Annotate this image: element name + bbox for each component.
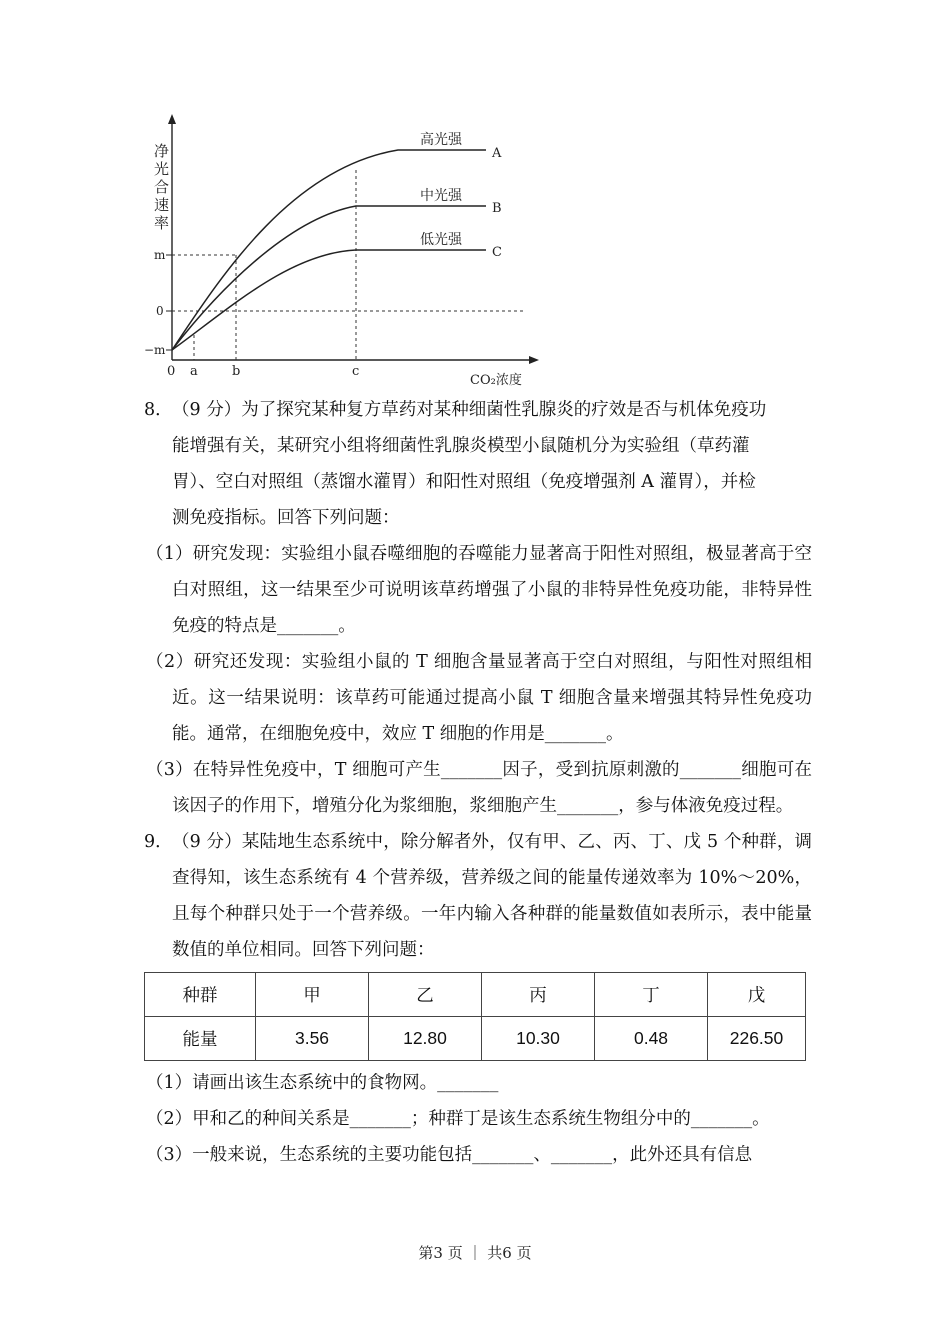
y-axis-label-4: 速 [154, 196, 170, 214]
question-8 [140, 392, 812, 824]
table-header-cell: 丙 [482, 973, 595, 1017]
table-header-cell: 戊 [708, 973, 806, 1017]
question-8-line-4: 测免疫指标。回答下列问题： [172, 508, 400, 528]
origin-label: 0 [167, 364, 176, 379]
table-cell: 0.48 [595, 1017, 708, 1061]
curve-label-medium: 中光强 [420, 188, 462, 204]
curve-label-high: 高光强 [420, 132, 462, 148]
table-header-cell: 甲 [256, 973, 369, 1017]
y-axis-label-1: 净 [154, 142, 170, 160]
question-9-sub-2: （2）甲和乙的种间关系是_______；种群丁是该生态系统生物组分中的_______。 [146, 1109, 770, 1129]
y-tick-zero: 0 [156, 304, 164, 318]
energy-table [144, 972, 806, 1061]
curve-letter-c: C [492, 245, 502, 260]
y-axis-label-3: 合 [154, 178, 170, 196]
question-9-stem: （9 分）某陆地生态系统中，除分解者外，仅有甲、乙、丙、丁、戊 5 个种群，调查得知，该生态系统有 4 个营养级，营养级之间的能量传递效率为 10%～20%，且每个种群只处于一个营养级。一年内输入各种群的能量数值如表所示，表中能量数值的单位相同。回答下列问题： [172, 832, 812, 960]
x-tick-c: c [352, 364, 360, 379]
y-axis-label-5: 率 [154, 214, 170, 232]
question-8-sub-2: （2）研究还发现：实验组小鼠的 T 细胞含量显著高于空白对照组，与阳性对照组相近。这一结果说明：该草药可能通过提高小鼠 T 细胞含量来增强其特异性免疫功能。通常，在细胞免疫中，效应 T 细胞的作用是_______。 [146, 652, 812, 744]
table-row [145, 1017, 806, 1061]
y-tick-m: m [154, 248, 166, 262]
table-header-cell: 乙 [369, 973, 482, 1017]
curve-label-low: 低光强 [420, 232, 462, 248]
table-cell: 10.30 [482, 1017, 595, 1061]
x-tick-b: b [232, 364, 241, 379]
curve-medium-light [172, 206, 486, 350]
question-9-sub-3: （3）一般来说，生态系统的主要功能包括_______、_______，此外还具有信息 [146, 1145, 753, 1165]
questions [140, 392, 812, 1173]
question-8-line-2: 能增强有关，某研究小组将细菌性乳腺炎模型小鼠随机分为实验组（草药灌 [172, 436, 750, 456]
question-8-line-3: 胃）、空白对照组（蒸馏水灌胃）和阳性对照组（免疫增强剂 A 灌胃），并检 [172, 472, 756, 492]
question-9-number: 9． [144, 832, 173, 852]
photosynthesis-graph [140, 108, 540, 393]
table-header-row [145, 973, 806, 1017]
question-8-line-1: （9 分）为了探究某种复方草药对某种细菌性乳腺炎的疗效是否与机体免疫功 [172, 400, 767, 420]
page-footer: 第3 页 ｜ 共6 页 [418, 1244, 532, 1262]
table-header-cell: 丁 [595, 973, 708, 1017]
photosynthesis-figure [140, 108, 540, 393]
y-axis-label-2: 光 [154, 160, 170, 178]
table-header-cell: 种群 [145, 973, 256, 1017]
question-9 [140, 824, 812, 1173]
question-8-sub-1: （1）研究发现：实验组小鼠吞噬细胞的吞噬能力显著高于阳性对照组，极显著高于空白对照组，这一结果至少可说明该草药增强了小鼠的非特异性免疫功能，非特异性免疫的特点是_______。 [146, 544, 812, 636]
x-axis-label: CO₂浓度 [470, 373, 522, 388]
y-axis-arrow [168, 114, 176, 124]
table-row-label: 能量 [145, 1017, 256, 1061]
curve-low-light [172, 250, 486, 350]
table-cell: 226.50 [708, 1017, 806, 1061]
curve-letter-a: A [492, 146, 502, 161]
table-cell: 12.80 [369, 1017, 482, 1061]
x-axis-arrow [529, 356, 539, 364]
y-tick-neg-m: −m [144, 343, 166, 357]
x-tick-a: a [190, 364, 198, 379]
question-8-sub-3: （3）在特异性免疫中，T 细胞可产生_______因子，受到抗原刺激的_______细胞可在该因子的作用下，增殖分化为浆细胞，浆细胞产生_______，参与体液免疫过程。 [146, 760, 812, 816]
curve-letter-b: B [492, 201, 502, 216]
question-8-number: 8． [144, 400, 173, 420]
question-9-sub-1: （1）请画出该生态系统中的食物网。_______ [146, 1073, 499, 1093]
table-cell: 3.56 [256, 1017, 369, 1061]
